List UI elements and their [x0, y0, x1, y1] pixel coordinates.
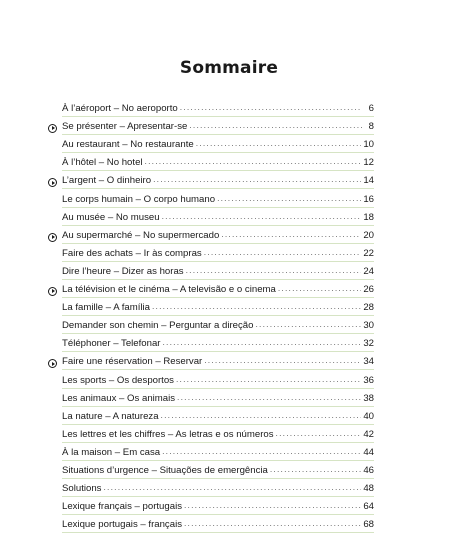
dot-leader	[196, 138, 362, 149]
toc-entry-label: Le corps humain – O corpo humano	[62, 193, 216, 205]
audio-play-icon[interactable]	[48, 178, 57, 187]
toc-entry[interactable]	[62, 404, 374, 422]
dot-leader	[255, 319, 361, 330]
toc-entry-page-number: 26	[363, 284, 374, 296]
dot-leader	[103, 482, 361, 493]
audio-play-icon[interactable]	[48, 124, 57, 133]
toc-entry[interactable]	[62, 259, 374, 277]
toc-entry-page-number: 30	[363, 320, 374, 332]
page-title-text: Sommaire	[179, 58, 279, 78]
toc-entry-page-number: 34	[363, 356, 374, 368]
toc-entry[interactable]	[62, 223, 374, 241]
toc-entry-label: Se présenter – Apresentar-se	[62, 121, 188, 133]
toc-entry-label: Les sports – Os desportos	[62, 374, 174, 386]
dot-leader	[162, 446, 361, 457]
toc-entry[interactable]	[62, 114, 374, 132]
toc-entry-label: Situations d’urgence – Situações de emergência	[62, 464, 268, 476]
title-wrapper	[0, 58, 458, 78]
toc-entry-page-number: 8	[368, 121, 374, 133]
toc-entry-label: La nature – A natureza	[62, 410, 159, 422]
toc-entry-label: Les lettres et les chiffres – As letras e os números	[62, 428, 274, 440]
toc-entry-page-number: 38	[363, 392, 374, 404]
dot-leader	[184, 518, 361, 529]
dot-leader	[270, 464, 361, 475]
toc-entry-page-number: 48	[363, 483, 374, 495]
dot-leader	[145, 156, 362, 167]
toc-entry-page-number: 44	[363, 446, 374, 458]
toc-entry[interactable]	[62, 150, 374, 168]
audio-play-icon[interactable]	[48, 287, 57, 296]
toc-entry-page-number: 28	[363, 302, 374, 314]
toc-entry-label: Au supermarché – No supermercado	[62, 229, 220, 241]
dot-leader	[153, 174, 361, 185]
dot-leader	[221, 229, 361, 240]
toc-entry[interactable]	[62, 295, 374, 313]
toc-entry-page-number: 16	[363, 193, 374, 205]
table-of-contents	[62, 96, 374, 530]
toc-entry[interactable]	[62, 386, 374, 404]
toc-entry-page-number: 14	[363, 175, 374, 187]
toc-entry-page-number: 6	[368, 103, 374, 115]
dot-leader	[204, 355, 361, 366]
dot-leader	[162, 211, 362, 222]
toc-entry[interactable]	[62, 96, 374, 114]
toc-entry-page-number: 22	[363, 247, 374, 259]
toc-entry[interactable]	[62, 440, 374, 458]
page-title	[176, 58, 282, 78]
toc-entry-label: Demander son chemin – Perguntar a direção	[62, 320, 254, 332]
toc-entry-label: Au restaurant – No restaurante	[62, 139, 194, 151]
toc-entry-page-number: 10	[363, 139, 374, 151]
dot-leader	[163, 337, 362, 348]
toc-entry-label: La télévision et le cinéma – A televisão e o cinema	[62, 284, 276, 296]
toc-entry[interactable]	[62, 313, 374, 331]
toc-entry[interactable]	[62, 331, 374, 349]
toc-entry-label: À l’hôtel – No hotel	[62, 157, 143, 169]
toc-entry-label: Les animaux – Os animais	[62, 392, 176, 404]
dot-leader	[189, 120, 362, 131]
toc-entry-page-number: 68	[363, 519, 374, 531]
toc-entry-label: Lexique français – portugais	[62, 501, 182, 513]
dot-leader	[176, 374, 361, 385]
toc-entry[interactable]	[62, 277, 374, 295]
toc-entry-page-number: 32	[363, 338, 374, 350]
toc-entry[interactable]	[62, 494, 374, 512]
dot-leader	[177, 392, 361, 403]
toc-entry-label: La famille – A família	[62, 302, 150, 314]
toc-entry[interactable]	[62, 476, 374, 494]
toc-entry-label: Téléphoner – Telefonar	[62, 338, 161, 350]
toc-entry[interactable]	[62, 367, 374, 385]
toc-entry-page-number: 24	[363, 265, 374, 277]
toc-entry-label: À la maison – Em casa	[62, 446, 161, 458]
toc-entry[interactable]	[62, 205, 374, 223]
toc-entry-label: Dire l’heure – Dizer as horas	[62, 265, 184, 277]
toc-entry[interactable]	[62, 458, 374, 476]
toc-entry[interactable]	[62, 422, 374, 440]
toc-entry-label: Au musée – No museu	[62, 211, 160, 223]
audio-play-icon[interactable]	[48, 233, 57, 242]
toc-entry[interactable]	[62, 241, 374, 259]
toc-entry-label: Lexique portugais – français	[62, 519, 182, 531]
toc-entry[interactable]	[62, 512, 374, 530]
audio-play-icon[interactable]	[48, 359, 57, 368]
toc-entry-label: Faire des achats – Ir às compras	[62, 247, 202, 259]
toc-entry-label: Solutions	[62, 483, 102, 495]
toc-entry-label: À l’aéroport – No aeroporto	[62, 103, 178, 115]
dot-leader	[152, 301, 361, 312]
toc-entry-page-number: 12	[363, 157, 374, 169]
toc-entry-label: Faire une réservation – Reservar	[62, 356, 203, 368]
toc-entry[interactable]	[62, 349, 374, 367]
toc-entry[interactable]	[62, 186, 374, 204]
dot-leader	[217, 193, 361, 204]
dot-leader	[186, 265, 362, 276]
toc-entry-label: L’argent – O dinheiro	[62, 175, 152, 187]
toc-entry-page-number: 20	[363, 229, 374, 241]
dot-leader	[180, 102, 362, 113]
dot-leader	[184, 500, 361, 511]
toc-entry[interactable]	[62, 168, 374, 186]
dot-leader	[161, 410, 362, 421]
toc-entry-page-number: 18	[363, 211, 374, 223]
dot-leader	[278, 283, 361, 294]
dot-leader	[204, 247, 362, 258]
toc-entry-page-number: 36	[363, 374, 374, 386]
toc-entry-page-number: 64	[363, 501, 374, 513]
toc-entry[interactable]	[62, 132, 374, 150]
toc-entry-page-number: 42	[363, 428, 374, 440]
toc-entry-page-number: 40	[363, 410, 374, 422]
dot-leader	[276, 428, 362, 439]
toc-entry-page-number: 46	[363, 464, 374, 476]
